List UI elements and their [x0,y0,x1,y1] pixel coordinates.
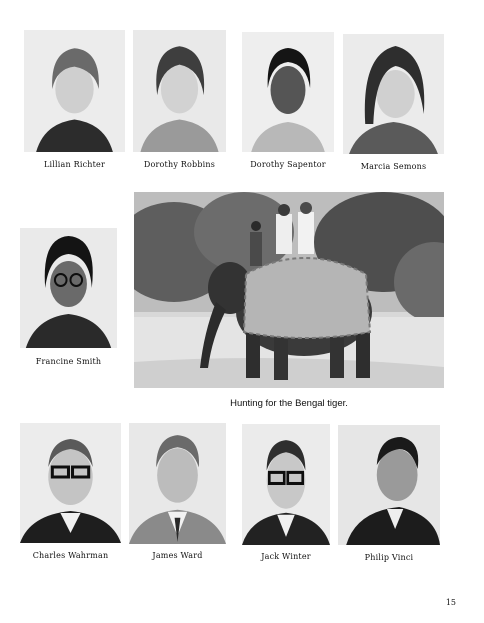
portrait-jack-winter [242,424,330,545]
feature-photo-caption: Hunting for the Bengal tiger. [230,398,348,409]
portrait-charles-wahrman [20,423,121,543]
portrait-james-ward [129,423,226,544]
name-charles-wahrman: Charles Wahrman [32,551,109,560]
feature-photo-elephant-ride [134,192,444,388]
name-lillian-richter: Lillian Richter [44,160,105,169]
portrait-philip-vinci [338,425,440,545]
page-number: 15 [445,598,456,607]
name-francine-smith: Francine Smith [35,357,102,366]
portrait-lillian-richter [24,30,125,152]
portrait-dorothy-robbins [133,30,226,152]
portrait-dorothy-sapentor [242,32,334,152]
portrait-francine-smith [20,228,117,348]
name-james-ward: James Ward [152,551,203,560]
name-philip-vinci: Philip Vinci [364,553,414,562]
name-dorothy-robbins: Dorothy Robbins [143,160,216,169]
name-dorothy-sapentor: Dorothy Sapentor [250,160,326,169]
name-jack-winter: Jack Winter [261,552,311,561]
portrait-marcia-semons [343,34,444,154]
name-marcia-semons: Marcia Semons [360,162,427,171]
